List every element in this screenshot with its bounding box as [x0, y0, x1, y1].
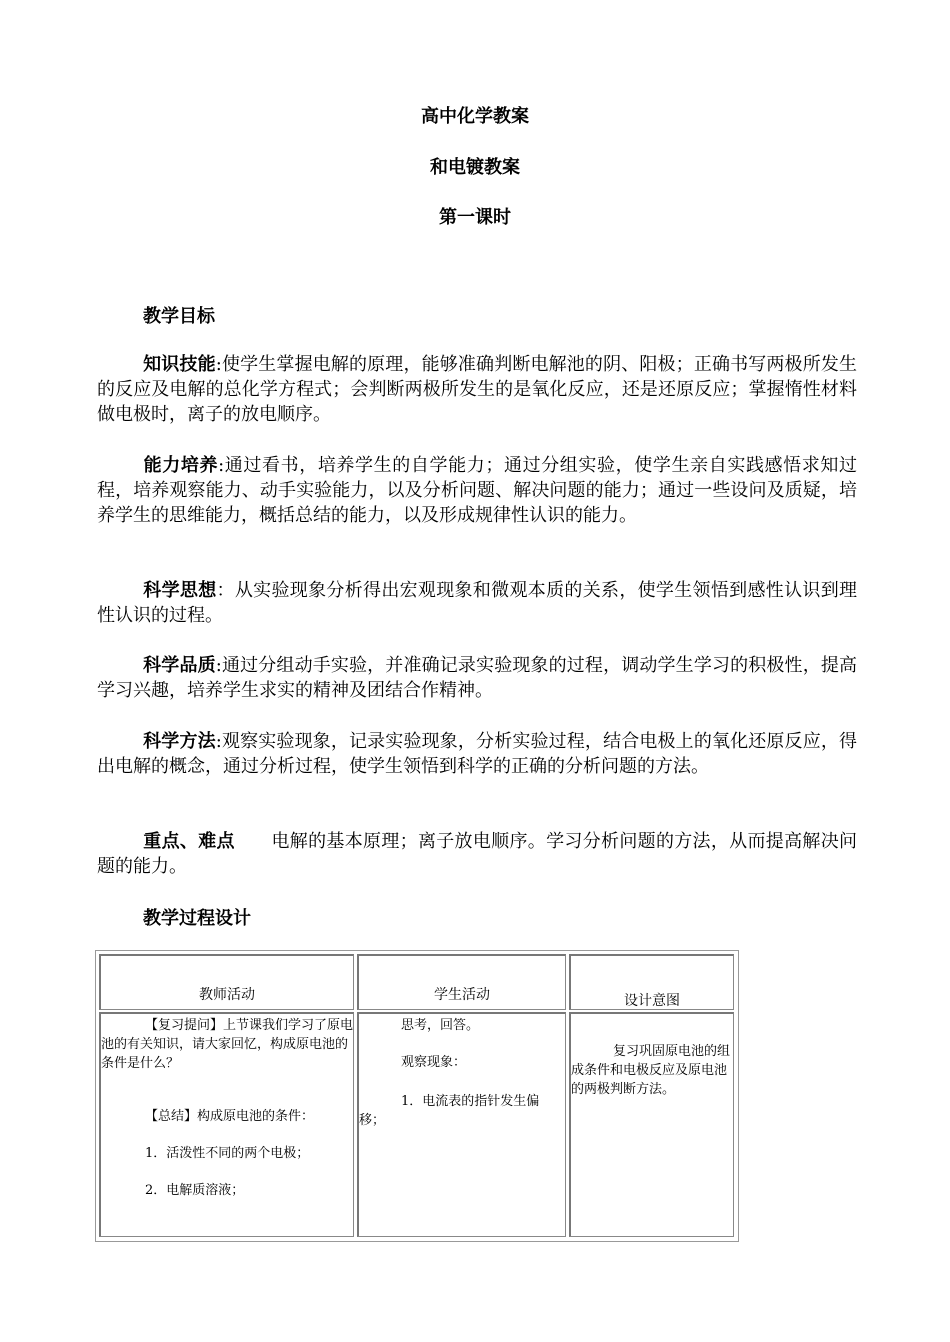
- section-label: 知识技能: [143, 354, 216, 375]
- section-label: 科学品质: [143, 655, 216, 676]
- design-intent-cell: [569, 1012, 734, 1237]
- header-student: 学生活动: [357, 954, 566, 1010]
- student-observe: 观察现象：: [401, 1055, 467, 1070]
- lesson-title: 和电镀教案: [430, 157, 520, 178]
- process-table: [95, 950, 739, 1242]
- section-text: 使学生掌握电解的原理，能够准确判断电解池的阴、阳极；正确书写两极所发生的反应及电解的总化学方程式；会判断两极所发生的是氧化反应，还是还原反应；掌握惰性材料做电极时，离子的放电顺序。: [97, 354, 858, 425]
- section-text: 通过看书，培养学生的自学能力；通过分组实验，使学生亲自实践感悟求知过程，培养观察能力、动手实验能力，以及分析问题、解决问题的能力；通过一些设问及质疑，培养学生的思维能力，概括总结的能力，以及形成规律性认识的能力。: [97, 455, 858, 526]
- teacher-summary: 【总结】构成原电池的条件：: [145, 1109, 315, 1124]
- section-ability: 能力培养:通过看书，培养学生的自学能力；通过分组实验，使学生亲自实践感悟求知过程，培养观察能力、动手实验能力，以及分析问题、解决问题的能力；通过一些设问及质疑，培养学生的思维能力，概括总结的能力，以及形成规律性认识的能力。: [97, 455, 858, 526]
- student-observation-1: 1．电流表的指针发生偏移；: [359, 1094, 540, 1128]
- teacher-point-2: 2．电解质溶液；: [145, 1183, 245, 1198]
- section-label: 科学思想: [143, 580, 217, 601]
- objective-heading: 教学目标: [143, 306, 215, 327]
- teacher-question: 【复习提问】上节课我们学习了原电池的有关知识，请大家回忆，构成原电池的条件是什么？: [101, 1018, 354, 1071]
- section-label: 重点、难点: [143, 831, 235, 852]
- lesson-period: 第一课时: [439, 207, 511, 228]
- section-key-points: [97, 829, 857, 879]
- header-teacher: 教师活动: [99, 954, 354, 1010]
- section-text: 通过分组动手实验，并准确记录实验现象的过程，调动学生学习的积极性，提高学习兴趣，培养学生求实的精神及团结合作精神。: [97, 655, 858, 701]
- student-answer: 思考，回答。: [401, 1018, 480, 1033]
- header-design: 设计意图: [569, 954, 734, 1010]
- student-activity-cell: [357, 1012, 566, 1237]
- section-label: 科学方法: [143, 731, 216, 752]
- section-label: 能力培养: [143, 455, 219, 476]
- section-method: 科学方法:观察实验现象，记录实验现象，分析实验过程，结合电极上的氧化还原反应，得出电解的概念，通过分析过程，使学生领悟到科学的正确的分析问题的方法。: [97, 731, 858, 777]
- section-text: 从实验现象分析得出宏观现象和微观本质的关系，使学生领悟到感性认识到理性认识的过程。: [97, 580, 858, 626]
- teacher-activity-cell: [99, 1012, 354, 1237]
- section-text: 观察实验现象，记录实验现象，分析实验过程，结合电极上的氧化还原反应，得出电解的概念，通过分析过程，使学生领悟到科学的正确的分析问题的方法。: [97, 731, 858, 777]
- design-intent-text: 复习巩固原电池的组成条件和电极反应及原电池的两极判断方法。: [571, 1044, 731, 1097]
- section-thought: 科学思想：从实验现象分析得出宏观现象和微观本质的关系，使学生领悟到感性认识到理性认识的过程。: [97, 580, 858, 626]
- teacher-point-1: 1．活泼性不同的两个电极；: [145, 1146, 310, 1161]
- section-text: 电解的基本原理；离子放电顺序。学习分析问题的方法，从而提高解决问题的能力。: [97, 831, 858, 877]
- document-title: 高中化学教案: [421, 106, 529, 127]
- process-heading: 教学过程设计: [143, 908, 251, 929]
- section-knowledge: 知识技能:使学生掌握电解的原理，能够准确判断电解池的阴、阳极；正确书写两极所发生的反应及电解的总化学方程式；会判断两极所发生的是氧化反应，还是还原反应；掌握惰性材料做电极时，离子的放电顺序。: [97, 354, 858, 425]
- section-quality: 科学品质:通过分组动手实验，并准确记录实验现象的过程，调动学生学习的积极性，提高学习兴趣，培养学生求实的精神及团结合作精神。: [97, 655, 858, 701]
